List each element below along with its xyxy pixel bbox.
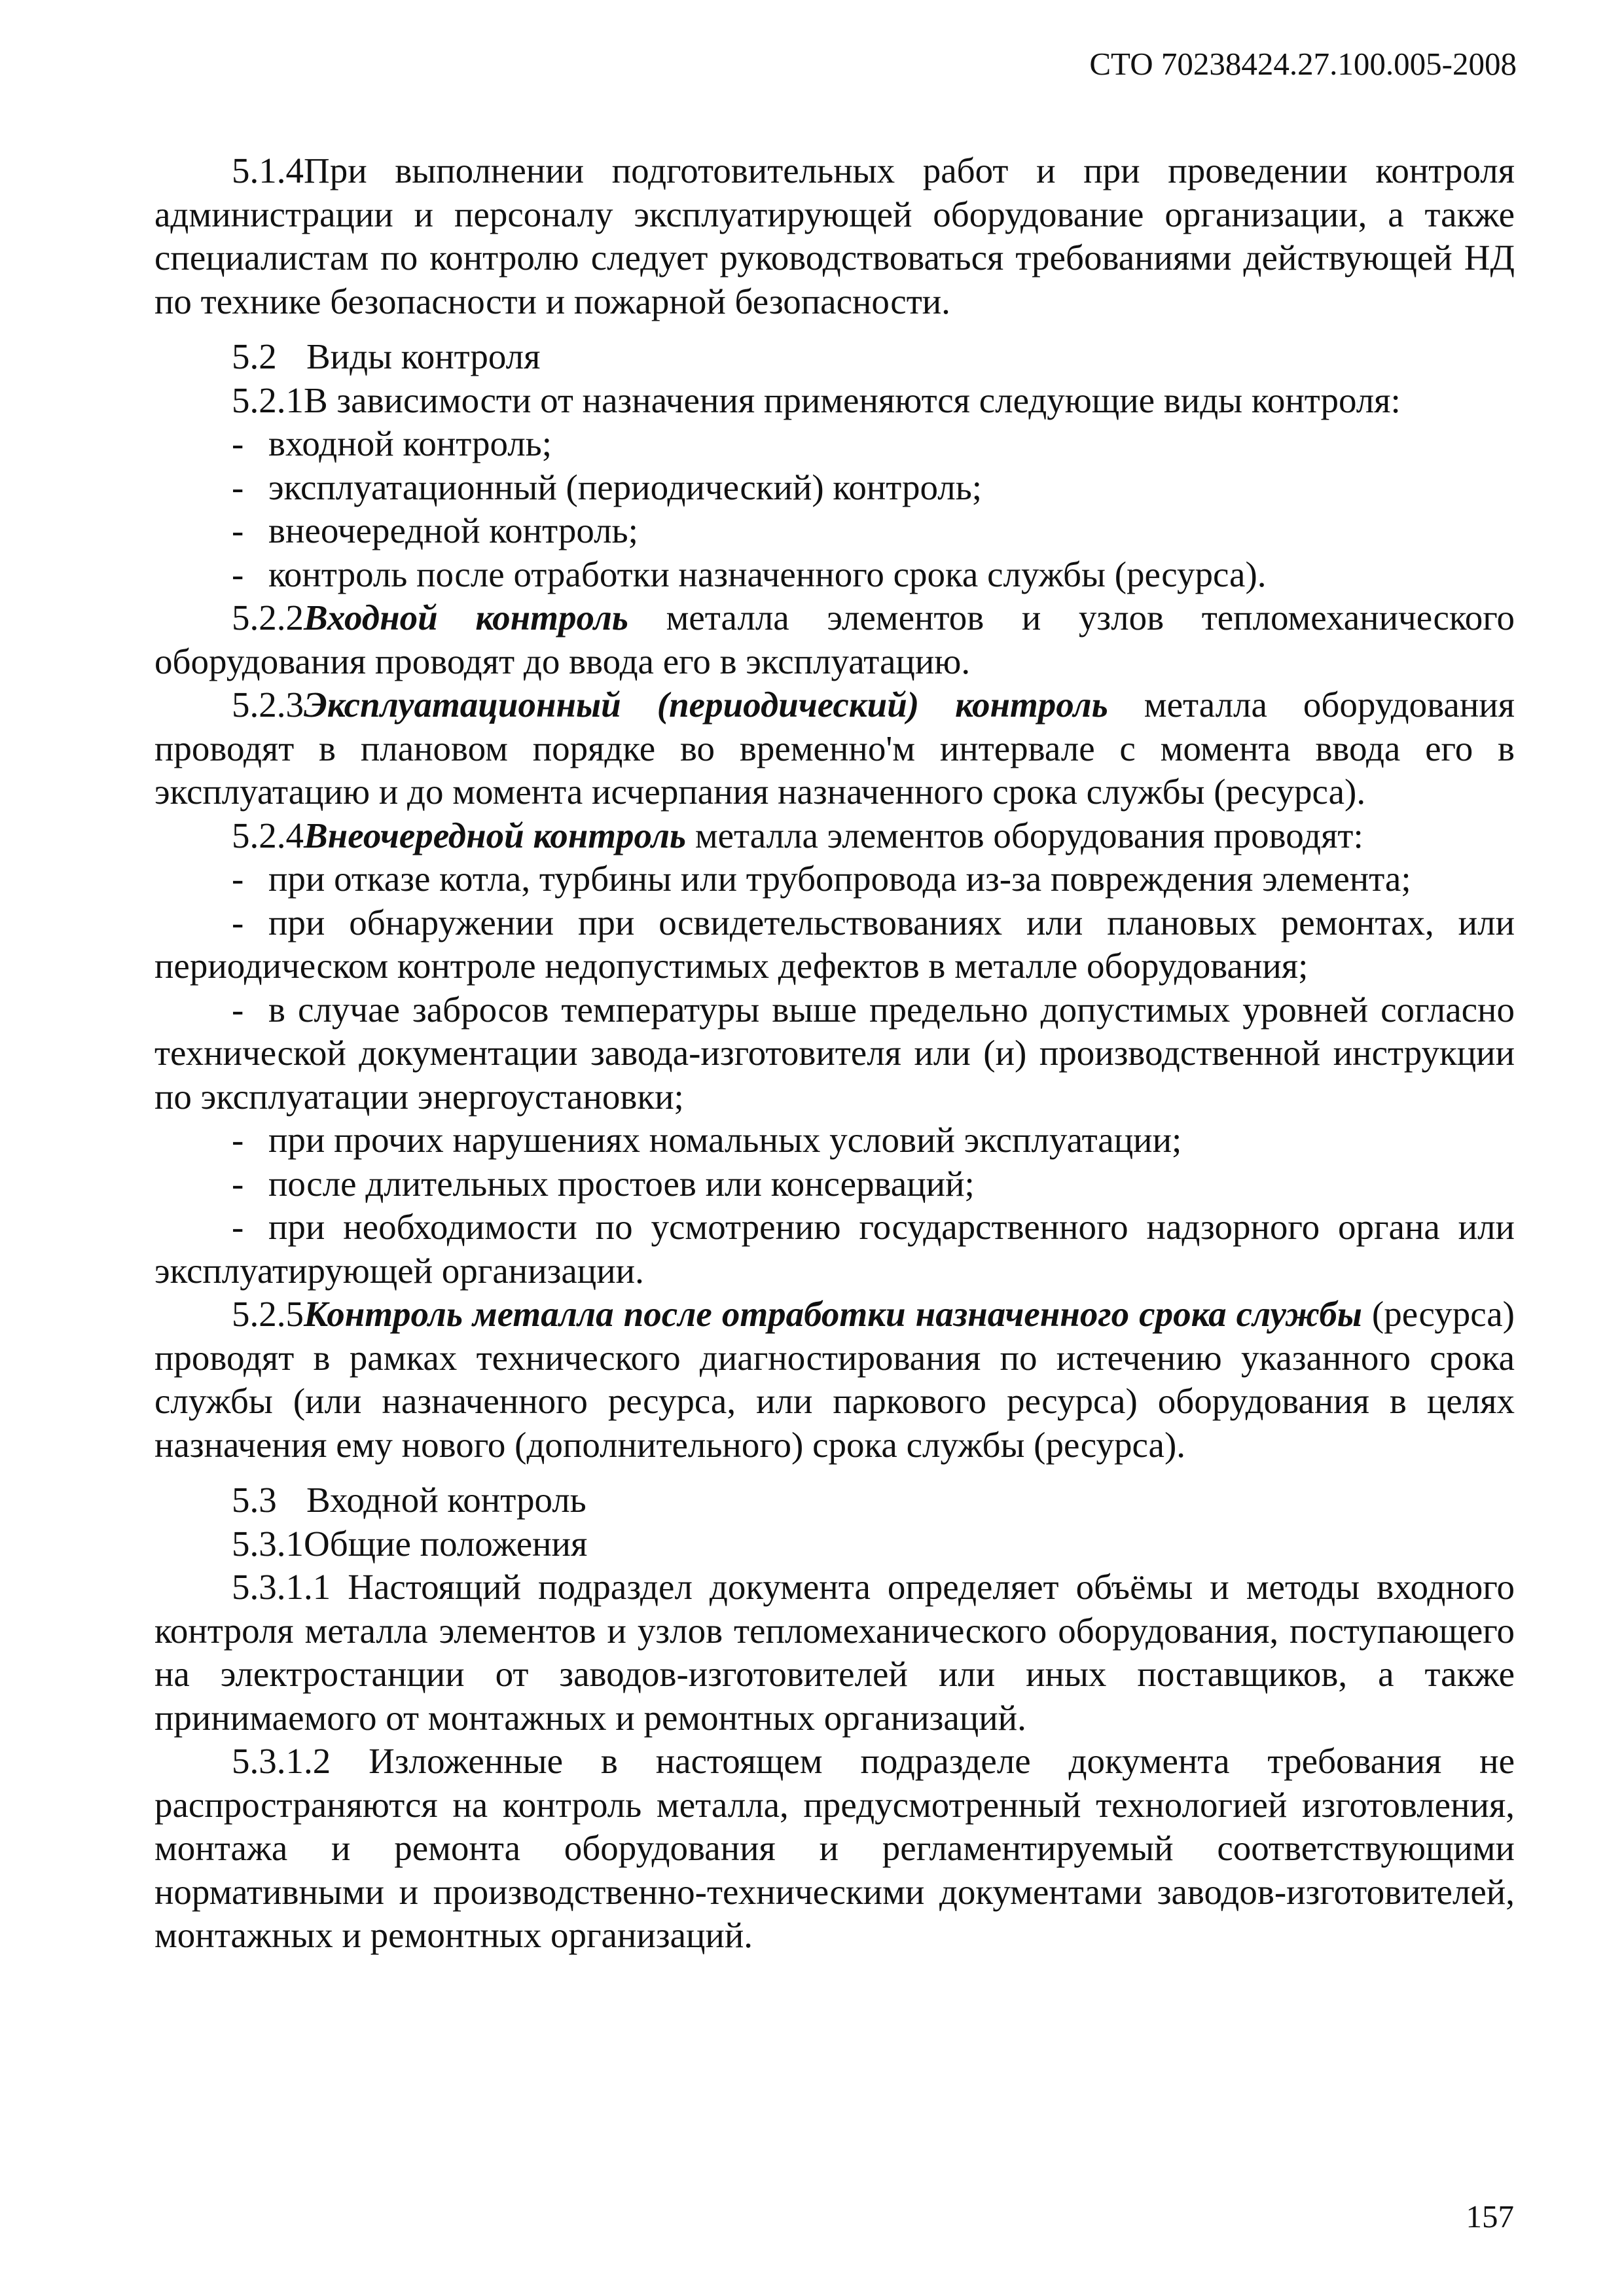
dash-bullet: - <box>232 902 244 942</box>
section-heading-5-3 <box>154 1479 1515 1522</box>
paragraph-5-2-1 <box>154 379 1515 423</box>
document-body <box>154 149 1515 1958</box>
list-item: - после длительных простоев или консерваций; <box>154 1162 1515 1206</box>
paragraph-5-2-3 <box>154 683 1515 814</box>
list-item: - при необходимости по усмотрению государственного надзорного органа или эксплуатирующей организации. <box>154 1207 1515 1291</box>
paragraph-text: Изложенные в настоящем подразделе документа требования не распространяются на контроль металла, предусмотренный технологией изготовления, монтажа и ремонта оборудования и регламентируемый соответствующими нормативными и производственно-техническими документами заводов-изготовителей, монтажных и ремонтных организаций. <box>154 1741 1515 1955</box>
section-title: Общие положения <box>304 1523 588 1564</box>
dash-bullet: - <box>232 467 244 507</box>
paragraph-number: 5.2.4 <box>232 815 304 855</box>
dash-bullet: - <box>232 423 244 463</box>
dash-bullet: - <box>232 859 244 899</box>
defined-term: Эксплуатационный (периодический) контроль <box>304 685 1108 725</box>
section-number: 5.3.1 <box>232 1523 304 1564</box>
section-number: 5.2 <box>232 336 277 376</box>
paragraph-number: 5.2.5 <box>232 1294 304 1334</box>
paragraph-text: Настоящий подраздел документа определяет объёмы и методы входного контроля металла элементов и узлов тепломеханического оборудования, поступающего на электростанции от заводов-изготовителей или иных поставщиков, а также принимаемого от монтажных и ремонтных организаций. <box>154 1567 1515 1738</box>
defined-term: Внеочередной контроль <box>304 815 687 855</box>
page-number: 157 <box>1466 2198 1514 2234</box>
dash-bullet: - <box>232 1120 244 1160</box>
paragraph-text: В зависимости от назначения применяются следующие виды контроля: <box>304 380 1401 420</box>
paragraph-number: 5.1.4 <box>232 151 304 190</box>
paragraph-text: металла элементов оборудования проводят: <box>686 815 1363 855</box>
paragraph-text: металла элементов и узлов тепломеханического оборудования проводят до ввода его в эксплуатацию. <box>154 598 1515 681</box>
dash-bullet: - <box>232 511 244 550</box>
dash-bullet: - <box>232 554 244 594</box>
section-title: Входной контроль <box>306 1480 586 1520</box>
paragraph-number: 5.3.1.2 <box>232 1741 331 1781</box>
defined-term: Контроль металла после отработки назначенного срока службы <box>304 1294 1362 1334</box>
section-title: Виды контроля <box>306 336 541 376</box>
paragraph-number: 5.2.1 <box>232 380 304 420</box>
paragraph-5-1-4 <box>154 149 1515 323</box>
list-item: - при обнаружении при освидетельствованиях или плановых ремонтах, или периодическом контроле недопустимых дефектов в металле оборудования; <box>154 902 1515 986</box>
paragraph-5-3-1-2 <box>154 1740 1515 1958</box>
paragraph-number: 5.3.1.1 <box>232 1567 331 1607</box>
list-item: - при отказе котла, турбины или трубопровода из-за повреждения элемента; <box>154 857 1515 901</box>
paragraph-number: 5.2.3 <box>232 685 304 725</box>
section-heading-5-2 <box>154 335 1515 379</box>
dash-bullet: - <box>232 1207 244 1247</box>
list-item: - эксплуатационный (периодический) контроль; <box>154 466 1515 510</box>
list-item: - входной контроль; <box>154 422 1515 466</box>
paragraph-text: При выполнении подготовительных работ и при проведении контроля администрации и персоналу эксплуатирующей оборудование организации, а также специалистам по контролю следует руководствоваться требованиями действующей НД по технике безопасности и пожарной безопасности. <box>154 151 1515 321</box>
paragraph-text: металла оборудования проводят в плановом порядке во временно'м интервале с момента ввода его в эксплуатацию и до момента исчерпания назначенного срока службы (ресурса). <box>154 685 1515 812</box>
paragraph-text: (ресурса) проводят в рамках технического диагностирования по истечению указанного срока службы (или назначенного ресурса, или паркового ресурса) оборудования в целях назначения ему нового (дополнительного) срока службы (ресурса). <box>154 1294 1515 1465</box>
paragraph-5-2-5 <box>154 1293 1515 1467</box>
subsection-heading-5-3-1 <box>154 1522 1515 1566</box>
dash-bullet: - <box>232 989 244 1030</box>
paragraph-5-3-1-1 <box>154 1566 1515 1740</box>
document-code-header: СТО 70238424.27.100.005-2008 <box>1089 46 1517 82</box>
list-item: - контроль после отработки назначенного срока службы (ресурса). <box>154 553 1515 597</box>
list-item: - в случае забросов температуры выше предельно допустимых уровней согласно технической документации завода-изготовителя или (и) производственной инструкции по эксплуатации энергоустановки; <box>154 989 1515 1117</box>
dash-bullet: - <box>232 1163 244 1204</box>
list-item: - внеочередной контроль; <box>154 509 1515 553</box>
defined-term: Входной контроль <box>304 598 628 637</box>
section-number: 5.3 <box>232 1480 277 1520</box>
list-item: - при прочих нарушениях номальных условий эксплуатации; <box>154 1119 1515 1162</box>
paragraph-number: 5.2.2 <box>232 598 304 637</box>
paragraph-5-2-4 <box>154 814 1515 858</box>
paragraph-5-2-2 <box>154 596 1515 683</box>
